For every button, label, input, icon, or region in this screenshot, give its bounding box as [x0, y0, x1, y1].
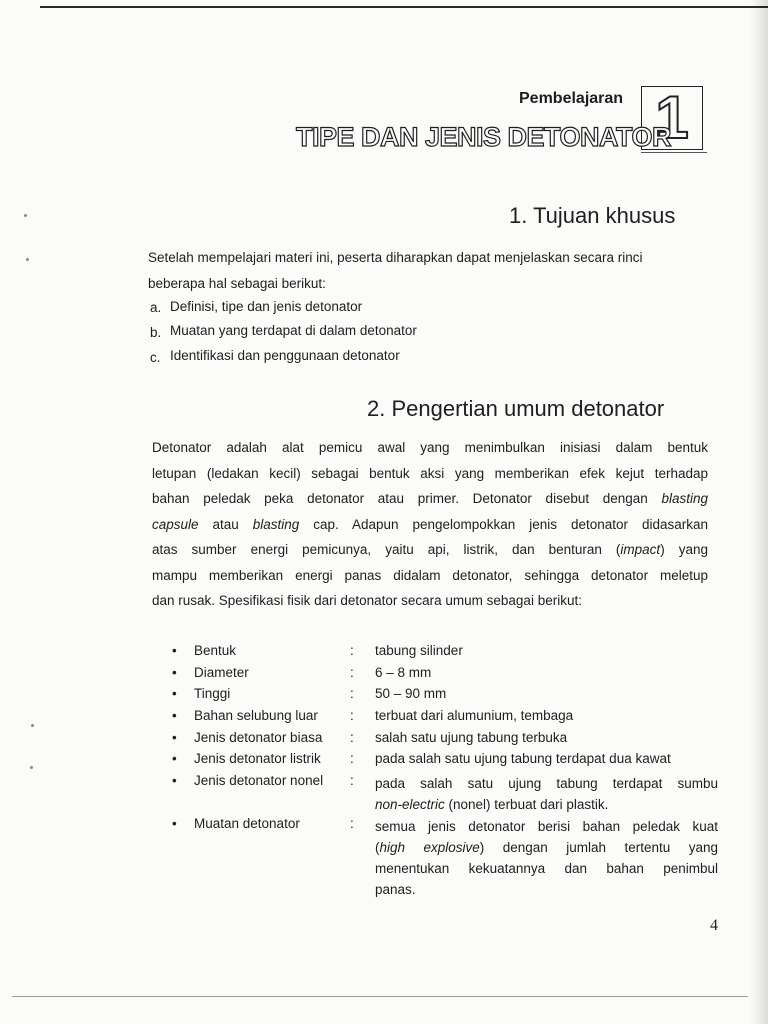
spec-colon: :	[350, 816, 354, 831]
section-heading-tujuan: 1. Tujuan khusus	[509, 203, 676, 228]
scan-shadow	[750, 0, 768, 1024]
spec-value	[375, 773, 718, 815]
spec-colon: :	[350, 665, 354, 680]
spec-colon: :	[350, 730, 354, 745]
intro-line: beberapa hal sebagai berikut:	[148, 276, 326, 291]
spec-label: Jenis detonator biasa	[194, 730, 323, 745]
spec-label: Tinggi	[194, 686, 231, 701]
scan-speck	[26, 258, 29, 261]
spec-colon: :	[350, 643, 354, 658]
bullet: •	[172, 708, 177, 723]
spec-label: Diameter	[194, 665, 249, 680]
paragraph-line: mampu memberikan energi panas didalam detonator, sehingga detonator meletup	[152, 567, 708, 583]
scan-speck	[24, 214, 27, 217]
spec-colon: :	[350, 773, 354, 788]
spec-label: Jenis detonator listrik	[194, 751, 321, 766]
list-marker: c.	[150, 350, 161, 365]
bullet: •	[172, 686, 177, 701]
bullet: •	[172, 643, 177, 658]
bullet: •	[172, 773, 177, 788]
list-item: Identifikasi dan penggunaan detonator	[170, 348, 400, 363]
paragraph-line: atas sumber energi pemicunya, yaitu api, listrik, dan benturan (impact) yang	[152, 542, 708, 557]
spec-value-line: menentukan kekuatannya dan bahan penimbul	[375, 861, 718, 876]
bullet: •	[172, 751, 177, 766]
spec-value: salah satu ujung tabung terbuka	[375, 730, 568, 745]
spec-value	[375, 816, 718, 900]
paragraph-line: letupan (ledakan kecil) sebagai bentuk aksi yang memberikan efek kejut terhadap	[152, 465, 708, 481]
bullet: •	[172, 816, 177, 831]
page-number: 4	[710, 917, 718, 934]
paragraph-line: capsule atau blasting cap. Adapun pengelompokkan jenis detonator didasarkan	[152, 516, 708, 532]
spec-value: terbuat dari alumunium, tembaga	[375, 708, 574, 723]
chapter-title: TIPE DAN JENIS DETONATOR	[296, 122, 672, 152]
spec-label: Bahan selubung luar	[194, 708, 318, 723]
section-heading-pengertian: 2. Pengertian umum detonator	[367, 396, 665, 421]
bottom-rule	[12, 996, 748, 997]
bullet: •	[172, 730, 177, 745]
intro-line: Setelah mempelajari materi ini, peserta diharapkan dapat menjelaskan secara rinci	[148, 250, 643, 265]
scan-speck	[31, 724, 34, 727]
bullet: •	[172, 665, 177, 680]
list-marker: a.	[150, 300, 162, 315]
learning-label: Pembelajaran	[519, 90, 624, 107]
spec-colon: :	[350, 708, 354, 723]
spec-value-line: panas.	[375, 882, 416, 897]
scan-speck	[30, 766, 33, 769]
spec-value-line: semua jenis detonator berisi bahan peledak kuat	[375, 819, 718, 834]
spec-label: Bentuk	[194, 643, 237, 658]
chapter-number-box: 1	[641, 86, 703, 150]
list-marker: b.	[150, 325, 162, 340]
spec-value: 6 – 8 mm	[375, 665, 432, 680]
paragraph-line: Detonator adalah alat pemicu awal yang menimbulkan inisiasi dalam bentuk	[152, 440, 708, 455]
spec-label: Jenis detonator nonel	[194, 773, 324, 788]
definition-paragraph	[152, 435, 708, 614]
spec-value-line: pada salah satu ujung tabung terdapat sumbu	[375, 776, 718, 791]
paragraph-line: bahan peledak peka detonator atau primer. Detonator disebut dengan blasting	[152, 491, 708, 506]
spec-value: tabung silinder	[375, 643, 463, 658]
list-item: Definisi, tipe dan jenis detonator	[170, 299, 363, 314]
spec-label: Muatan detonator	[194, 816, 300, 831]
spec-value: 50 – 90 mm	[375, 686, 447, 701]
spec-value-line: (high explosive) dengan jumlah tertentu yang	[375, 840, 719, 855]
spec-value-line: non-electric (nonel) terbuat dari plastik.	[375, 797, 609, 812]
spec-colon: :	[350, 751, 354, 766]
list-item: Muatan yang terdapat di dalam detonator	[170, 323, 417, 338]
paragraph-line: dan rusak. Spesifikasi fisik dari detonator secara umum sebagai berikut:	[152, 593, 582, 608]
top-scan-edge	[40, 6, 768, 8]
spec-value: pada salah satu ujung tabung terdapat dua kawat	[375, 751, 671, 766]
spec-colon: :	[350, 686, 354, 701]
